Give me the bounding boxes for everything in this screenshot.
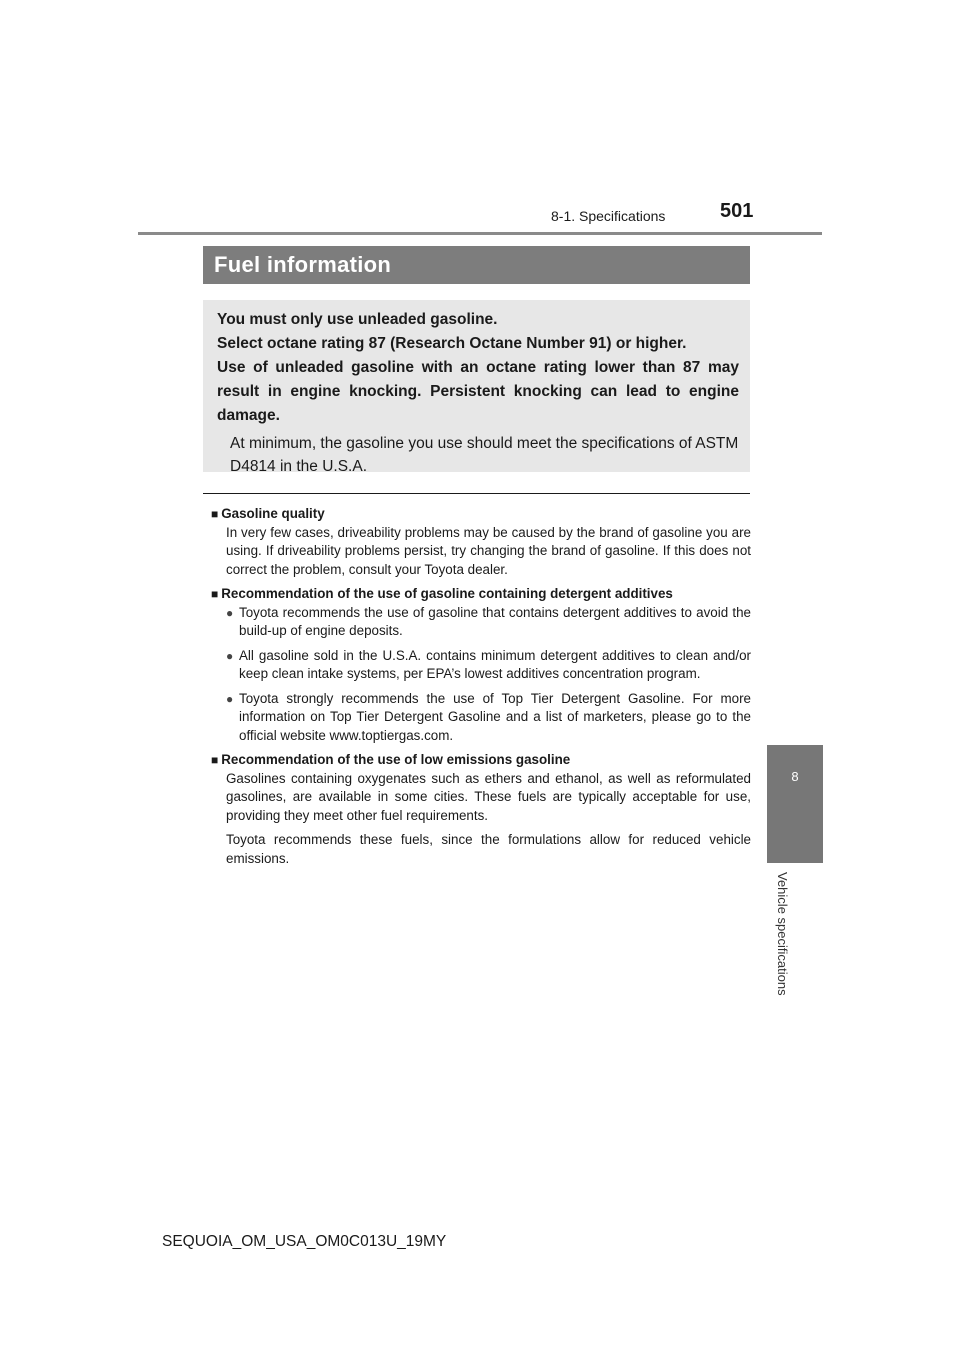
square-bullet-icon: ■ bbox=[211, 753, 219, 767]
info-box-bold-text bbox=[217, 308, 739, 428]
header-section-label: 8-1. Specifications bbox=[551, 208, 666, 224]
circle-bullet-icon: ● bbox=[226, 691, 234, 706]
page-number: 501 bbox=[720, 200, 754, 222]
info-box bbox=[203, 300, 750, 475]
section-gasoline-quality bbox=[211, 505, 751, 579]
page-title: Fuel information bbox=[203, 246, 750, 284]
paragraph: Toyota recommends these fuels, since the formulations allow for reduced vehicle emissions. bbox=[226, 832, 751, 866]
square-bullet-icon: ■ bbox=[211, 587, 219, 601]
circle-bullet-icon: ● bbox=[226, 605, 234, 620]
list-item: ● Toyota recommends the use of gasoline that contains detergent additives to avoid the build-up of engine deposits. bbox=[226, 604, 751, 638]
chapter-tab[interactable] bbox=[767, 745, 823, 863]
circle-bullet-icon: ● bbox=[226, 648, 234, 663]
chapter-tab-number: 8 bbox=[791, 769, 799, 784]
info-box-line: Use of unleaded gasoline with an octane rating lower than 87 may result in engine knocking. Persistent knocking can lead to engine damage. bbox=[217, 359, 739, 424]
section-heading: ■ Gasoline quality bbox=[211, 506, 325, 521]
content bbox=[211, 502, 751, 874]
info-box-line: Select octane rating 87 (Research Octane Number 91) or higher. bbox=[217, 335, 687, 352]
section-low-emissions bbox=[211, 751, 751, 868]
chapter-tab-label: Vehicle specifications bbox=[775, 872, 790, 996]
section-heading: ■ Recommendation of the use of gasoline containing detergent additives bbox=[211, 586, 673, 601]
info-box-note: At minimum, the gasoline you use should meet the specifications of ASTM D4814 in the U.S.A. bbox=[230, 435, 739, 475]
footer-doc-id: SEQUOIA_OM_USA_OM0C013U_19MY bbox=[162, 1233, 447, 1250]
paragraph: Gasolines containing oxygenates such as ethers and ethanol, as well as reformulated gasolines, are available in some cities. These fuels are typically acceptable for use, providing they meet other fuel requirements. bbox=[226, 770, 751, 823]
square-bullet-icon: ■ bbox=[211, 507, 219, 521]
list-item: ● All gasoline sold in the U.S.A. contains minimum detergent additives to clean and/or keep clean intake systems, per EPA’s lowest additives concentration program. bbox=[226, 647, 751, 681]
paragraph: In very few cases, driveability problems may be caused by the brand of gasoline you are using. If driveability problems persist, try changing the brand of gasoline. If this does not correct the problem, consult your Toyota dealer. bbox=[226, 524, 751, 577]
section-heading: ■ Recommendation of the use of low emissions gasoline bbox=[211, 752, 571, 767]
header-divider bbox=[138, 232, 822, 235]
section-detergent-additives bbox=[211, 585, 751, 745]
section-divider bbox=[203, 493, 750, 494]
info-box-line: You must only use unleaded gasoline. bbox=[217, 311, 498, 328]
list-item: ● Toyota strongly recommends the use of Top Tier Detergent Gasoline. For more information on Top Tier Detergent Gasoline and a list of marketers, please go to the official website www.toptiergas.com. bbox=[226, 690, 751, 743]
